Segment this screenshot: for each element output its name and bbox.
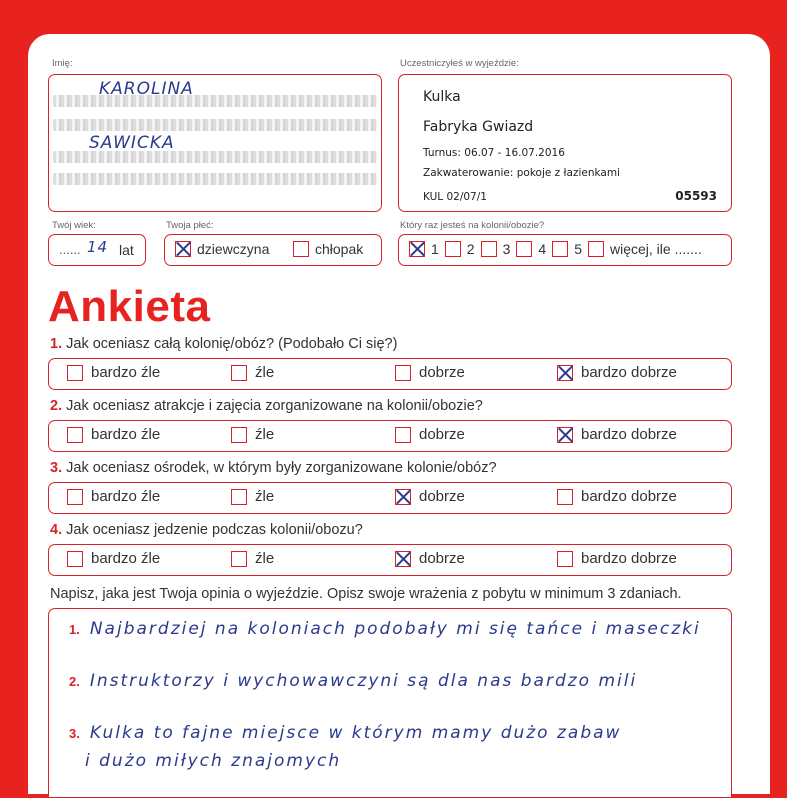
option-zle[interactable] [231,488,274,505]
gender-option-female[interactable] [175,241,269,257]
checkbox-checked[interactable] [395,551,411,567]
option-zle[interactable] [231,550,274,567]
opinion-prompt: Napisz, jaka jest Twoja opinia o wyjeździe. Opisz swoje wrażenia z pobytu w minimum 3 zdaniach. [50,586,682,602]
option-label: bardzo źle [91,364,161,381]
checkbox[interactable] [395,365,411,381]
option-label: dobrze [419,364,465,381]
name-field[interactable] [48,74,382,212]
option-label: bardzo dobrze [581,550,677,567]
last-name-value: SAWICKA [89,133,175,153]
trip-accommodation: Zakwaterowanie: pokoje z łazienkami [423,167,620,179]
option-label: dobrze [419,488,465,505]
age-unit: lat [119,242,134,258]
answer-row-2 [48,420,732,452]
checkbox[interactable] [552,241,568,257]
checkbox[interactable] [67,427,83,443]
opinion-textarea[interactable] [48,608,732,798]
option-bardzo-zle[interactable] [67,488,160,505]
line-text: Instruktorzy i wychowawczyni są dla nas bardzo mili [89,671,638,691]
question-number: 1. [50,336,63,352]
checkbox[interactable] [588,241,604,257]
question-text: Jak oceniasz ośrodek, w którym były zorganizowane kolonie/obóz? [66,460,497,476]
times-option-label: 5 [574,241,582,257]
option-label: bardzo źle [91,426,161,443]
gender-field [164,234,382,266]
gender-male-label: chłopak [315,241,364,257]
option-zle[interactable] [231,426,274,443]
checkbox[interactable] [67,489,83,505]
trip-code: KUL 02/07/1 [423,191,487,203]
question-number: 3. [50,460,63,476]
checkbox[interactable] [557,551,573,567]
opinion-line-2 [69,671,637,691]
trip-name: Kulka [423,89,461,105]
option-label: dobrze [419,550,465,567]
checkbox[interactable] [67,551,83,567]
checkbox[interactable] [481,241,497,257]
times-more-label: więcej, ile ....... [609,241,702,257]
trip-info-box [398,74,732,212]
option-zle[interactable] [231,364,274,381]
question-1 [50,336,397,352]
times-option-label: 3 [502,241,511,257]
answer-row-4 [48,544,732,576]
checkbox[interactable] [395,427,411,443]
checkbox[interactable] [231,365,247,381]
question-3 [50,460,497,476]
option-label: dobrze [419,426,465,443]
option-bardzo-zle[interactable] [67,364,160,381]
page-title: Ankieta [48,282,211,331]
checkbox[interactable] [231,489,247,505]
line-number: 2. [69,674,80,689]
question-number: 4. [50,522,63,538]
option-bardzo-dobrze[interactable] [557,426,677,443]
question-number: 2. [50,398,63,414]
question-2 [50,398,483,414]
checkbox[interactable] [231,427,247,443]
gender-female-label: dziewczyna [197,241,270,257]
checkbox-checked[interactable] [409,241,425,257]
line-text: Najbardziej na koloniach podobały mi się tańce i maseczki [89,619,701,639]
line-number: 1. [69,622,80,637]
checkbox[interactable] [516,241,532,257]
gender-label: Twoja płeć: [166,220,214,231]
checkbox-checked[interactable] [557,365,573,381]
opinion-line-1 [69,619,701,639]
gender-option-male[interactable] [293,241,363,257]
option-label: źle [255,364,275,381]
age-value: 14 [87,238,109,256]
times-option-label: 4 [538,241,547,257]
checkbox[interactable] [293,241,309,257]
first-name-value: KAROLINA [99,79,194,99]
option-dobrze[interactable] [395,488,465,505]
option-bardzo-zle[interactable] [67,550,160,567]
times-label: Który raz jesteś na kolonii/obozie? [400,220,545,231]
name-label: Imię: [52,58,73,69]
option-label: źle [255,550,275,567]
line-text: i dużo miłych znajomych [85,751,342,771]
answer-row-3 [48,482,732,514]
option-dobrze[interactable] [395,550,465,567]
option-label: bardzo dobrze [581,426,677,443]
option-bardzo-dobrze[interactable] [557,550,677,567]
option-label: bardzo źle [91,550,161,567]
redaction-bar [53,119,377,131]
trip-turnus: Turnus: 06.07 - 16.07.2016 [423,147,565,159]
question-text: Jak oceniasz całą kolonię/obóz? (Podobało Ci się?) [66,336,398,352]
option-dobrze[interactable] [395,364,465,381]
answer-row-1 [48,358,732,390]
checkbox[interactable] [557,489,573,505]
opinion-line-4 [75,751,341,771]
option-label: bardzo dobrze [581,488,677,505]
trip-number: 05593 [675,189,717,203]
survey-sheet [28,34,770,794]
age-label: Twój wiek: [52,220,96,231]
option-dobrze[interactable] [395,426,465,443]
option-label: bardzo źle [91,488,161,505]
option-label: źle [255,426,275,443]
option-bardzo-dobrze[interactable] [557,364,677,381]
times-option-label: 1 [431,241,439,257]
question-text: Jak oceniasz jedzenie podczas kolonii/obozu? [66,522,363,538]
times-field [398,234,732,266]
option-label: bardzo dobrze [581,364,677,381]
option-bardzo-dobrze[interactable] [557,488,677,505]
option-label: źle [255,488,275,505]
question-4 [50,522,363,538]
times-options [409,241,702,257]
checkbox-checked[interactable] [175,241,191,257]
line-number: 3. [69,726,80,741]
checkbox-checked[interactable] [395,489,411,505]
line-text: Kulka to fajne miejsce w którym mamy dużo zabaw [89,723,622,743]
times-option-label: 2 [466,241,475,257]
participated-label: Uczestniczyłeś w wyjeździe: [400,58,519,69]
checkbox[interactable] [67,365,83,381]
redaction-bar [53,173,377,185]
checkbox[interactable] [445,241,461,257]
age-field[interactable] [48,234,146,266]
question-text: Jak oceniasz atrakcje i zajęcia zorganizowane na kolonii/obozie? [66,398,483,414]
option-bardzo-zle[interactable] [67,426,160,443]
opinion-line-3 [69,723,621,743]
checkbox[interactable] [231,551,247,567]
trip-program: Fabryka Gwiazd [423,119,534,135]
checkbox-checked[interactable] [557,427,573,443]
age-dots: ...... [59,242,81,257]
